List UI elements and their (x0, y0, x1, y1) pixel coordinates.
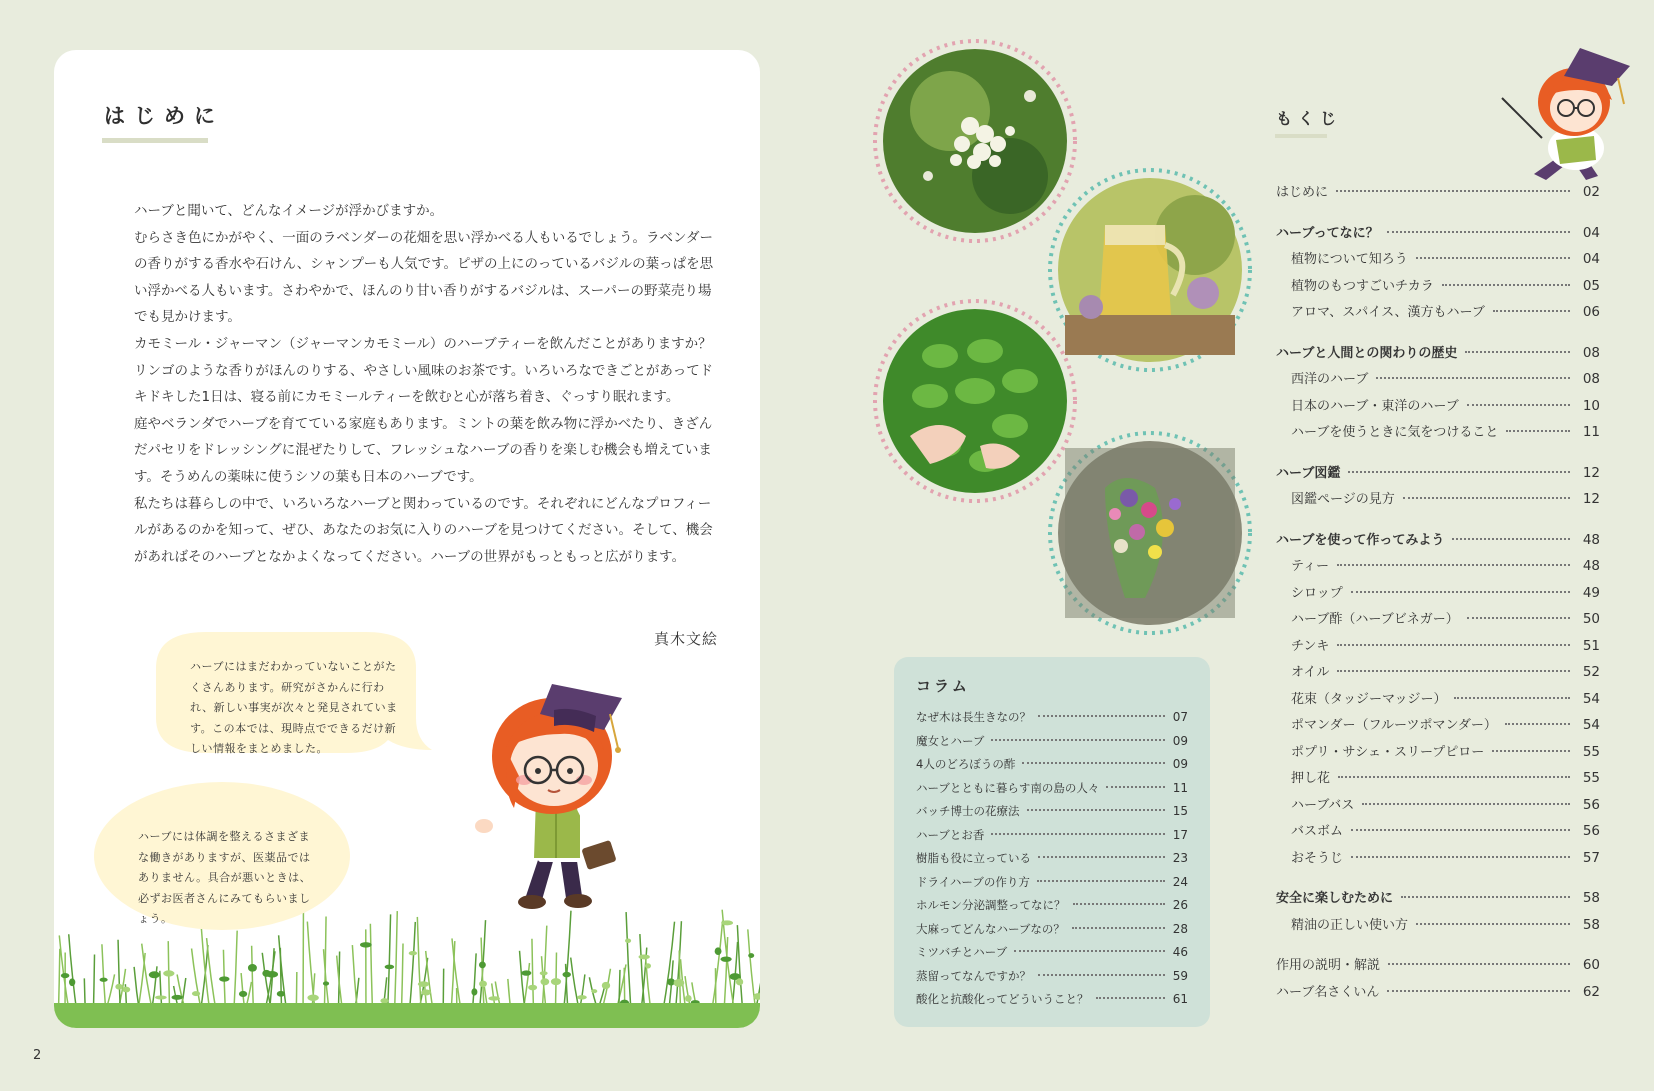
toc-item[interactable] (1276, 794, 1600, 821)
toc-item-label: 花束（タッジーマッジー） (1291, 691, 1447, 707)
toc-item-page: 62 (1582, 983, 1600, 1000)
dot-leader (1388, 963, 1570, 965)
toc-item-label: ティー (1291, 559, 1329, 574)
wildflower-bouquet-photo (1045, 428, 1255, 638)
column-item-label: 蒸留ってなんですか？ (916, 968, 1031, 983)
dot-leader (1038, 856, 1165, 858)
toc-item-page: 56 (1582, 796, 1600, 813)
dot-leader (1442, 284, 1570, 286)
intro-paragraph: 私たちは暮らしの中で、いろいろなハーブと関わっているのです。それぞれにどんなプロフィールがあるのかを知って、ぜひ、あなたのお気に入りのハーブを見つけてください。そして、機会があればそのハーブとなかよくなってください。ハーブの世界がもっともっと広がります。 (134, 495, 713, 565)
dot-leader (1452, 538, 1570, 540)
column-item-label: ホルモン分泌調整ってなに？ (916, 898, 1066, 912)
dot-leader (1505, 723, 1570, 725)
column-item-page: 61 (1172, 992, 1188, 1006)
toc-item-label: 安全に楽しむために (1276, 891, 1394, 906)
column-item-page: 59 (1172, 968, 1188, 983)
dot-leader (1493, 310, 1570, 312)
dot-leader (1387, 990, 1570, 992)
toc-item-page: 05 (1582, 277, 1600, 294)
column-item[interactable] (916, 733, 1188, 757)
toc-item[interactable] (1276, 820, 1600, 847)
toc-item[interactable] (1276, 714, 1600, 741)
toc-item[interactable] (1276, 661, 1600, 688)
toc-item[interactable] (1276, 582, 1600, 609)
toc-item-label: アロマ、スパイス、漢方もハーブ (1291, 305, 1485, 320)
column-item-page: 09 (1172, 733, 1188, 748)
dot-leader (1106, 786, 1165, 788)
intro-paragraph: ハーブと聞いて、どんなイメージが浮かびますか。 (134, 203, 444, 219)
toc-item-page: 55 (1582, 743, 1600, 760)
dot-leader (1492, 750, 1570, 752)
toc-item-label: チンキ (1291, 638, 1330, 654)
toc-item-label: ハーブってなに？ (1276, 225, 1379, 241)
dot-leader (1416, 923, 1570, 925)
column-item[interactable] (916, 850, 1188, 874)
intro-paragraph: むらさき色にかがやく、一面のラベンダーの花畑を思い浮かべる人もいるでしょう。ラベンダーの香りがする香水や石けん、シャンプーも人気です。ピザの上にのっているバジルの葉っぱを思い浮かべる人もいます。さわやかで、ほんのり甘い香りがするバジルは、スーパーの野菜売り場でも見かけます。 (134, 229, 714, 326)
toc-item-page: 02 (1582, 184, 1600, 200)
column-item-page: 11 (1172, 780, 1188, 795)
toc-item-label: 西洋のハーブ (1291, 372, 1369, 387)
toc-item-label: 植物について知ろう (1291, 252, 1408, 267)
toc-item-page: 04 (1582, 251, 1600, 267)
toc-item[interactable] (1276, 847, 1600, 874)
dot-leader (1073, 903, 1166, 905)
page-number: 2 (33, 1048, 42, 1063)
dot-leader (1096, 997, 1166, 999)
toc-item[interactable] (1276, 767, 1600, 794)
column-item[interactable] (916, 756, 1188, 780)
column-item-label: 樹脂も役に立っている (916, 851, 1031, 865)
toc-item-label: ハーブと人間との関わりの歴史 (1276, 345, 1458, 361)
toc-item-page: 11 (1582, 424, 1600, 440)
toc-item[interactable] (1276, 688, 1600, 715)
author-name: 真木文絵 (653, 630, 718, 648)
toc-item-page: 58 (1582, 916, 1600, 933)
toc-item-page: 57 (1582, 849, 1600, 866)
dot-leader (1454, 697, 1570, 699)
column-item[interactable] (916, 803, 1188, 827)
toc-item-page: 49 (1582, 584, 1600, 601)
dot-leader (1465, 351, 1570, 353)
column-item-page: 17 (1172, 827, 1188, 842)
toc-item[interactable] (1276, 395, 1600, 422)
toc-item-page: 08 (1582, 371, 1600, 387)
column-item[interactable] (916, 968, 1188, 992)
column-item-page: 46 (1172, 945, 1188, 959)
toc-item-page: 55 (1582, 770, 1600, 786)
column-item-page: 24 (1172, 874, 1188, 889)
dot-leader (1351, 829, 1570, 831)
toc-item[interactable] (1276, 301, 1600, 328)
toc-item-page: 06 (1582, 304, 1600, 320)
column-item[interactable] (916, 874, 1188, 898)
scholar-mascot-flying-icon (1494, 40, 1654, 190)
toc-item[interactable] (1276, 421, 1600, 448)
column-item[interactable] (916, 709, 1188, 733)
intro-paragraph: カモミール・ジャーマン（ジャーマンカモミール）のハーブティーを飲んだことがありますか？ リンゴのような香りがほんのりする、やさしい風味のお茶です。いろいろなできごとがあってドキドキした1日は、寝る前にカモミールティーを飲むと心が落ち着き、ぐっすり眠れます。 (134, 335, 714, 406)
dot-leader (1467, 617, 1570, 619)
column-item-page: 07 (1172, 710, 1188, 724)
toc-title-underline (1275, 134, 1327, 138)
speech-bubble-bottom-text: ハーブには体調を整えるさまざまな働きがありますが、医薬品ではありません。具合が悪いときは、必ずお医者さんにみてもらいましょう。 (138, 830, 312, 925)
toc-item-label: ハーブ酢（ハーブビネガー） (1291, 612, 1459, 627)
dot-leader (1401, 896, 1570, 898)
toc-item[interactable] (1276, 555, 1600, 582)
toc-item-page: 50 (1582, 611, 1600, 627)
speech-bubble-top-text: ハーブにはまだわかっていないことがたくさんあります。研究がさかんに行われ、新しい事実が次々と発見されています。この本では、現時点でできるだけ新しい情報をまとめました。 (190, 660, 398, 755)
title-underline (102, 138, 208, 143)
dot-leader (1027, 809, 1166, 811)
intro-panel (54, 50, 760, 1028)
toc-item[interactable] (1276, 462, 1600, 489)
toc-item[interactable] (1276, 608, 1600, 635)
dot-leader (1467, 404, 1570, 406)
toc-list (1276, 181, 1600, 1007)
column-item[interactable] (916, 827, 1188, 851)
intro-title: はじめに (104, 104, 224, 128)
toc-item-page: 54 (1582, 717, 1600, 733)
column-item-page: 26 (1172, 898, 1188, 912)
toc-item-label: 作用の説明・解説 (1276, 958, 1381, 973)
toc-item-page: 04 (1582, 224, 1600, 241)
scholar-mascot-icon (462, 658, 662, 918)
toc-item-label: 日本のハーブ・東洋のハーブ (1291, 398, 1459, 414)
toc-item-page: 48 (1582, 531, 1600, 548)
dot-leader (1022, 762, 1165, 764)
toc-item-label: ポマンダー（フルーツポマンダー） (1291, 718, 1497, 733)
toc-item-page: 12 (1582, 464, 1600, 481)
column-item-label: バッチ博士の花療法 (916, 804, 1020, 818)
toc-item-page: 48 (1582, 558, 1600, 574)
toc-item[interactable] (1276, 635, 1600, 662)
toc-item-label: 植物のもつすごいチカラ (1291, 278, 1434, 294)
toc-item[interactable] (1276, 529, 1600, 556)
toc-item-label: ポプリ・サシェ・スリープピロー (1291, 744, 1485, 760)
toc-item[interactable] (1276, 368, 1600, 395)
toc-item[interactable] (1276, 342, 1600, 369)
dot-leader (1037, 880, 1165, 882)
toc-item[interactable] (1276, 981, 1600, 1008)
column-item[interactable] (916, 780, 1188, 804)
column-item-page: 15 (1172, 804, 1188, 818)
dot-leader (1336, 190, 1570, 192)
column-item-label: 4人のどろぼうの酢 (916, 757, 1016, 771)
toc-item-page: 51 (1582, 637, 1600, 654)
toc-item-page: 58 (1582, 890, 1600, 906)
dot-leader (1416, 257, 1570, 259)
intro-body (134, 198, 719, 570)
dot-leader (1338, 776, 1570, 778)
toc-item-label: ハーブを使って作ってみよう (1276, 532, 1445, 548)
dot-leader (1387, 231, 1570, 233)
dot-leader (991, 833, 1165, 835)
column-item-label: なぜ木は長生きなの？ (916, 710, 1031, 724)
dot-leader (1362, 803, 1570, 805)
column-item[interactable] (916, 897, 1188, 921)
column-item[interactable] (916, 991, 1188, 1015)
dot-leader (1337, 564, 1570, 566)
column-item-label: 酸化と抗酸化ってどういうこと？ (916, 992, 1089, 1006)
dot-leader (1351, 856, 1570, 858)
column-item-label: ミツバチとハーブ (916, 945, 1008, 959)
toc-item-label: はじめに (1276, 185, 1329, 200)
toc-item-label: ハーブ名さくいん (1276, 984, 1380, 1000)
toc-item-label: ハーブ図鑑 (1276, 465, 1341, 481)
toc-item[interactable] (1276, 248, 1600, 275)
dot-leader (1337, 644, 1570, 646)
toc-item[interactable] (1276, 181, 1600, 208)
toc-item-label: シロップ (1291, 585, 1343, 601)
dot-leader (991, 739, 1165, 741)
toc-item-page: 54 (1582, 690, 1600, 707)
dot-leader (1403, 497, 1570, 499)
column-item-label: ハーブとお香 (916, 827, 985, 842)
dot-leader (1038, 715, 1165, 717)
toc-item[interactable] (1276, 887, 1600, 914)
column-item-page: 28 (1172, 921, 1188, 936)
column-item-label: ドライハーブの作り方 (916, 874, 1030, 889)
toc-item[interactable] (1276, 222, 1600, 249)
toc-item[interactable] (1276, 954, 1600, 981)
dot-leader (1072, 927, 1165, 929)
column-item[interactable] (916, 921, 1188, 945)
toc-item-page: 08 (1582, 344, 1600, 361)
toc-item-label: ハーブバス (1291, 797, 1355, 813)
toc-item-label: 図鑑ページの見方 (1291, 492, 1395, 507)
dot-leader (1351, 591, 1570, 593)
toc-item-page: 60 (1582, 957, 1600, 973)
dot-leader (1337, 670, 1570, 672)
column-list (916, 709, 1188, 1015)
column-item[interactable] (916, 944, 1188, 968)
dot-leader (1506, 430, 1570, 432)
column-item-label: ハーブとともに暮らす南の島の人々 (916, 780, 1100, 795)
dot-leader (1348, 471, 1570, 473)
column-item-page: 23 (1172, 851, 1188, 865)
toc-item-label: ハーブを使うときに気をつけること (1291, 425, 1499, 440)
toc-item-page: 10 (1582, 397, 1600, 414)
column-item-page: 09 (1172, 757, 1188, 771)
column-item-label: 魔女とハーブ (916, 733, 985, 748)
dot-leader (1014, 950, 1165, 952)
toc-item-label: バスボム (1291, 824, 1344, 839)
dot-leader (1038, 974, 1165, 976)
toc-title: もくじ (1276, 109, 1343, 128)
toc-item-label: 押し花 (1291, 771, 1331, 786)
toc-item-page: 12 (1582, 491, 1600, 507)
toc-item-page: 52 (1582, 664, 1600, 680)
toc-item-label: おそうじ (1291, 850, 1344, 866)
toc-item[interactable] (1276, 488, 1600, 515)
column-item-label: 大麻ってどんなハーブなの？ (916, 921, 1065, 936)
intro-paragraph: 庭やベランダでハーブを育てている家庭もあります。ミントの葉を飲み物に浮かべたり、きざんだパセリをドレッシングに混ぜたりして、フレッシュなハーブの香りを楽しむ機会も増えています。そうめんの薬味に使うシソの葉も日本のハーブです。 (134, 415, 713, 485)
toc-item-page: 56 (1582, 823, 1600, 839)
column-box (894, 657, 1210, 1027)
toc-item[interactable] (1276, 741, 1600, 768)
column-title: コラム (916, 677, 970, 695)
toc-item[interactable] (1276, 275, 1600, 302)
toc-item-label: 精油の正しい使い方 (1291, 917, 1409, 933)
toc-item-label: オイル (1291, 665, 1330, 680)
toc-item[interactable] (1276, 914, 1600, 941)
dot-leader (1376, 377, 1570, 379)
